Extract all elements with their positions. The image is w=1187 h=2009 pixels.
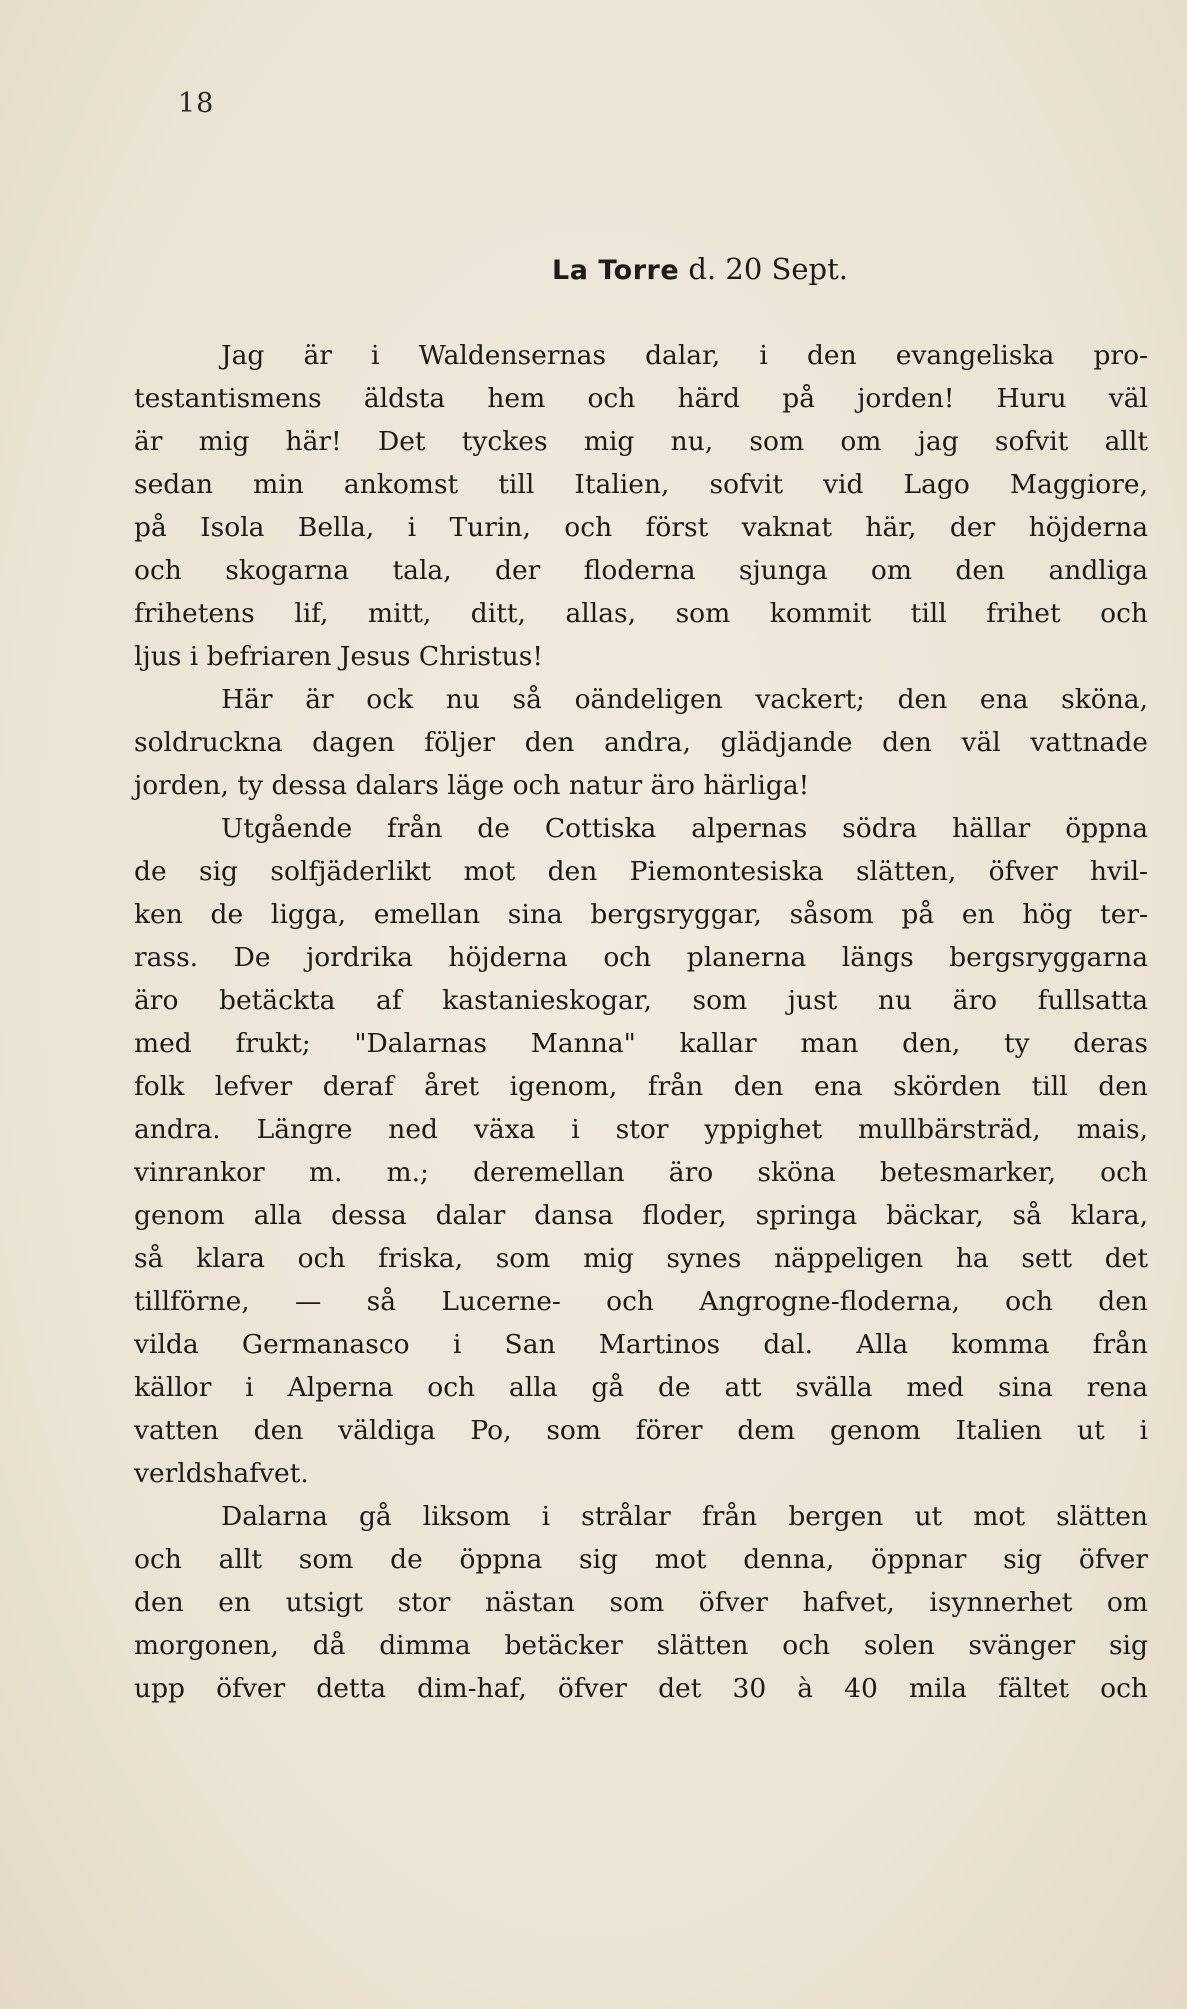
text-line: ken de ligga, emellan sina bergsryggar, såsom på en hög ter-	[134, 899, 1148, 930]
text-line: folk lefver deraf året igenom, från den ena skörden till den	[134, 1071, 1148, 1102]
text-line: och skogarna tala, der floderna sjunga om den andliga	[134, 555, 1148, 586]
text-line: Jag är i Waldensernas dalar, i den evangeliska pro-	[221, 340, 1148, 371]
body-text	[134, 334, 1148, 1710]
text-line: soldruckna dagen följer den andra, glädjande den väl vattnade	[134, 727, 1148, 758]
dateline-place: La Torre	[552, 255, 680, 286]
text-line: Här är ock nu så oändeligen vackert; den ena sköna,	[221, 684, 1148, 715]
text-line: vatten den väldiga Po, som förer dem genom Italien ut i	[134, 1415, 1148, 1446]
text-line: äro betäckta af kastanieskogar, som just nu äro fullsatta	[134, 985, 1148, 1016]
text-line: på Isola Bella, i Turin, och först vaknat här, der höjderna	[134, 512, 1148, 543]
text-line: frihetens lif, mitt, ditt, allas, som kommit till frihet och	[134, 598, 1148, 629]
dateline-date: d. 20 Sept.	[688, 252, 848, 286]
text-line: de sig solfjäderlikt mot den Piemontesiska slätten, öfver hvil-	[134, 856, 1148, 887]
text-line: Utgående från de Cottiska alpernas södra hällar öppna	[221, 813, 1148, 844]
text-line: rass. De jordrika höjderna och planerna längs bergsryggarna	[134, 942, 1148, 973]
text-line: vilda Germanasco i San Martinos dal. Alla komma från	[134, 1329, 1148, 1360]
text-line: jorden, ty dessa dalars läge och natur äro härliga!	[134, 770, 810, 801]
text-line: testantismens äldsta hem och härd på jorden! Huru väl	[134, 383, 1148, 414]
text-line: andra. Längre ned växa i stor yppighet mullbärsträd, mais,	[134, 1114, 1148, 1145]
text-line: tillförne, — så Lucerne- och Angrogne-floderna, och den	[134, 1286, 1148, 1317]
text-line: morgonen, då dimma betäcker slätten och solen svänger sig	[134, 1630, 1148, 1661]
text-line: ljus i befriaren Jesus Christus!	[134, 641, 543, 672]
text-line: Dalarna gå liksom i strålar från bergen ut mot slätten	[221, 1501, 1148, 1532]
text-line: vinrankor m. m.; deremellan äro sköna betesmarker, och	[134, 1157, 1148, 1188]
text-line: är mig här! Det tyckes mig nu, som om jag sofvit allt	[134, 426, 1148, 457]
text-line: och allt som de öppna sig mot denna, öppnar sig öfver	[134, 1544, 1148, 1575]
text-line: verldshafvet.	[134, 1458, 309, 1489]
text-line: källor i Alperna och alla gå de att svälla med sina rena	[134, 1372, 1148, 1403]
text-line: upp öfver detta dim-haf, öfver det 30 à 40 mila fältet och	[134, 1673, 1148, 1704]
text-line: sedan min ankomst till Italien, sofvit vid Lago Maggiore,	[134, 469, 1148, 500]
text-line: med frukt; "Dalarnas Manna" kallar man den, ty deras	[134, 1028, 1148, 1059]
text-line: den en utsigt stor nästan som öfver hafvet, isynnerhet om	[134, 1587, 1148, 1618]
text-line: så klara och friska, som mig synes näppeligen ha sett det	[134, 1243, 1148, 1274]
page-number: 18	[178, 88, 215, 119]
dateline	[552, 252, 1072, 286]
text-line: genom alla dessa dalar dansa floder, springa bäckar, så klara,	[134, 1200, 1148, 1231]
